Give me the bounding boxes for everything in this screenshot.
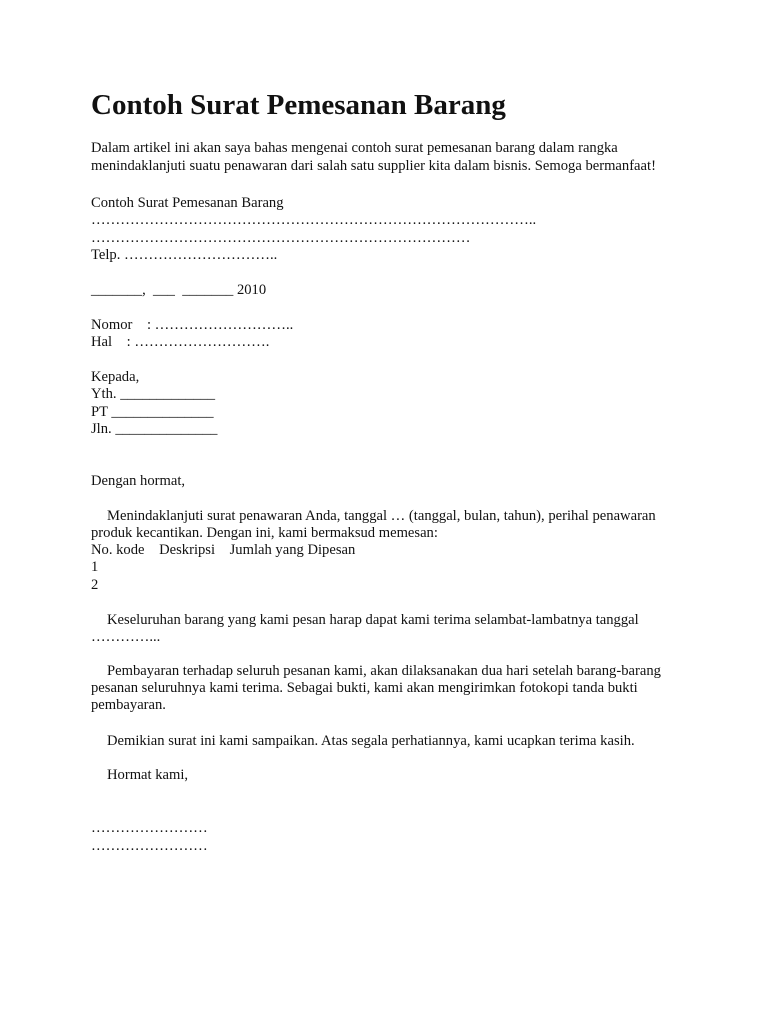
para2-line-2: …………... — [91, 629, 161, 645]
closing: Hormat kami, — [107, 767, 189, 783]
signature-line-1: …………………… — [91, 820, 208, 836]
recipient-yth: Yth. _____________ — [91, 386, 216, 402]
intro-line-1: Dalam artikel ini akan saya bahas mengenai contoh surat pemesanan barang dalam rangka — [91, 140, 618, 156]
hal-line: Hal : ………………………. — [91, 334, 270, 350]
telp-line: Telp. ………………………….. — [91, 247, 278, 263]
signature-line-2: …………………… — [91, 838, 208, 854]
para3-line-2: pesanan seluruhnya kami terima. Sebagai bukti, kami akan mengirimkan fotokopi tanda bukti — [91, 680, 638, 696]
date-line: _______, ___ _______ 2010 — [91, 282, 267, 298]
para1-line-1: Menindaklanjuti surat penawaran Anda, tanggal … (tanggal, bulan, tahun), perihal penawaran — [107, 508, 656, 524]
para4: Demikian surat ini kami sampaikan. Atas segala perhatiannya, kami ucapkan terima kasih. — [107, 733, 635, 749]
recipient-jln: Jln. ______________ — [91, 421, 218, 437]
para2-line-1: Keseluruhan barang yang kami pesan harap dapat kami terima selambat-lambatnya tanggal — [107, 612, 639, 628]
order-table-row: 1 — [91, 559, 99, 575]
recipient-pt: PT ______________ — [91, 404, 214, 420]
address-line-1: ……………………………………………………………………………….. — [91, 212, 537, 228]
page-title: Contoh Surat Pemesanan Barang — [91, 89, 506, 121]
kepada-label: Kepada, — [91, 369, 140, 385]
nomor-line: Nomor : ……………………….. — [91, 317, 294, 333]
para1-line-2: produk kecantikan. Dengan ini, kami bermaksud memesan: — [91, 525, 438, 541]
intro-line-2: menindaklanjuti suatu penawaran dari salah satu supplier kita dalam bisnis. Semoga bermanfaat! — [91, 158, 656, 174]
salutation: Dengan hormat, — [91, 473, 186, 489]
order-table-header: No. kode Deskripsi Jumlah yang Dipesan — [91, 542, 356, 558]
para3-line-3: pembayaran. — [91, 697, 166, 713]
para3-line-1: Pembayaran terhadap seluruh pesanan kami, akan dilaksanakan dua hari setelah barang-barang — [107, 663, 661, 679]
address-line-2: …………………………………………………………………… — [91, 230, 471, 246]
letter-heading: Contoh Surat Pemesanan Barang — [91, 195, 284, 211]
order-table-row: 2 — [91, 577, 99, 593]
